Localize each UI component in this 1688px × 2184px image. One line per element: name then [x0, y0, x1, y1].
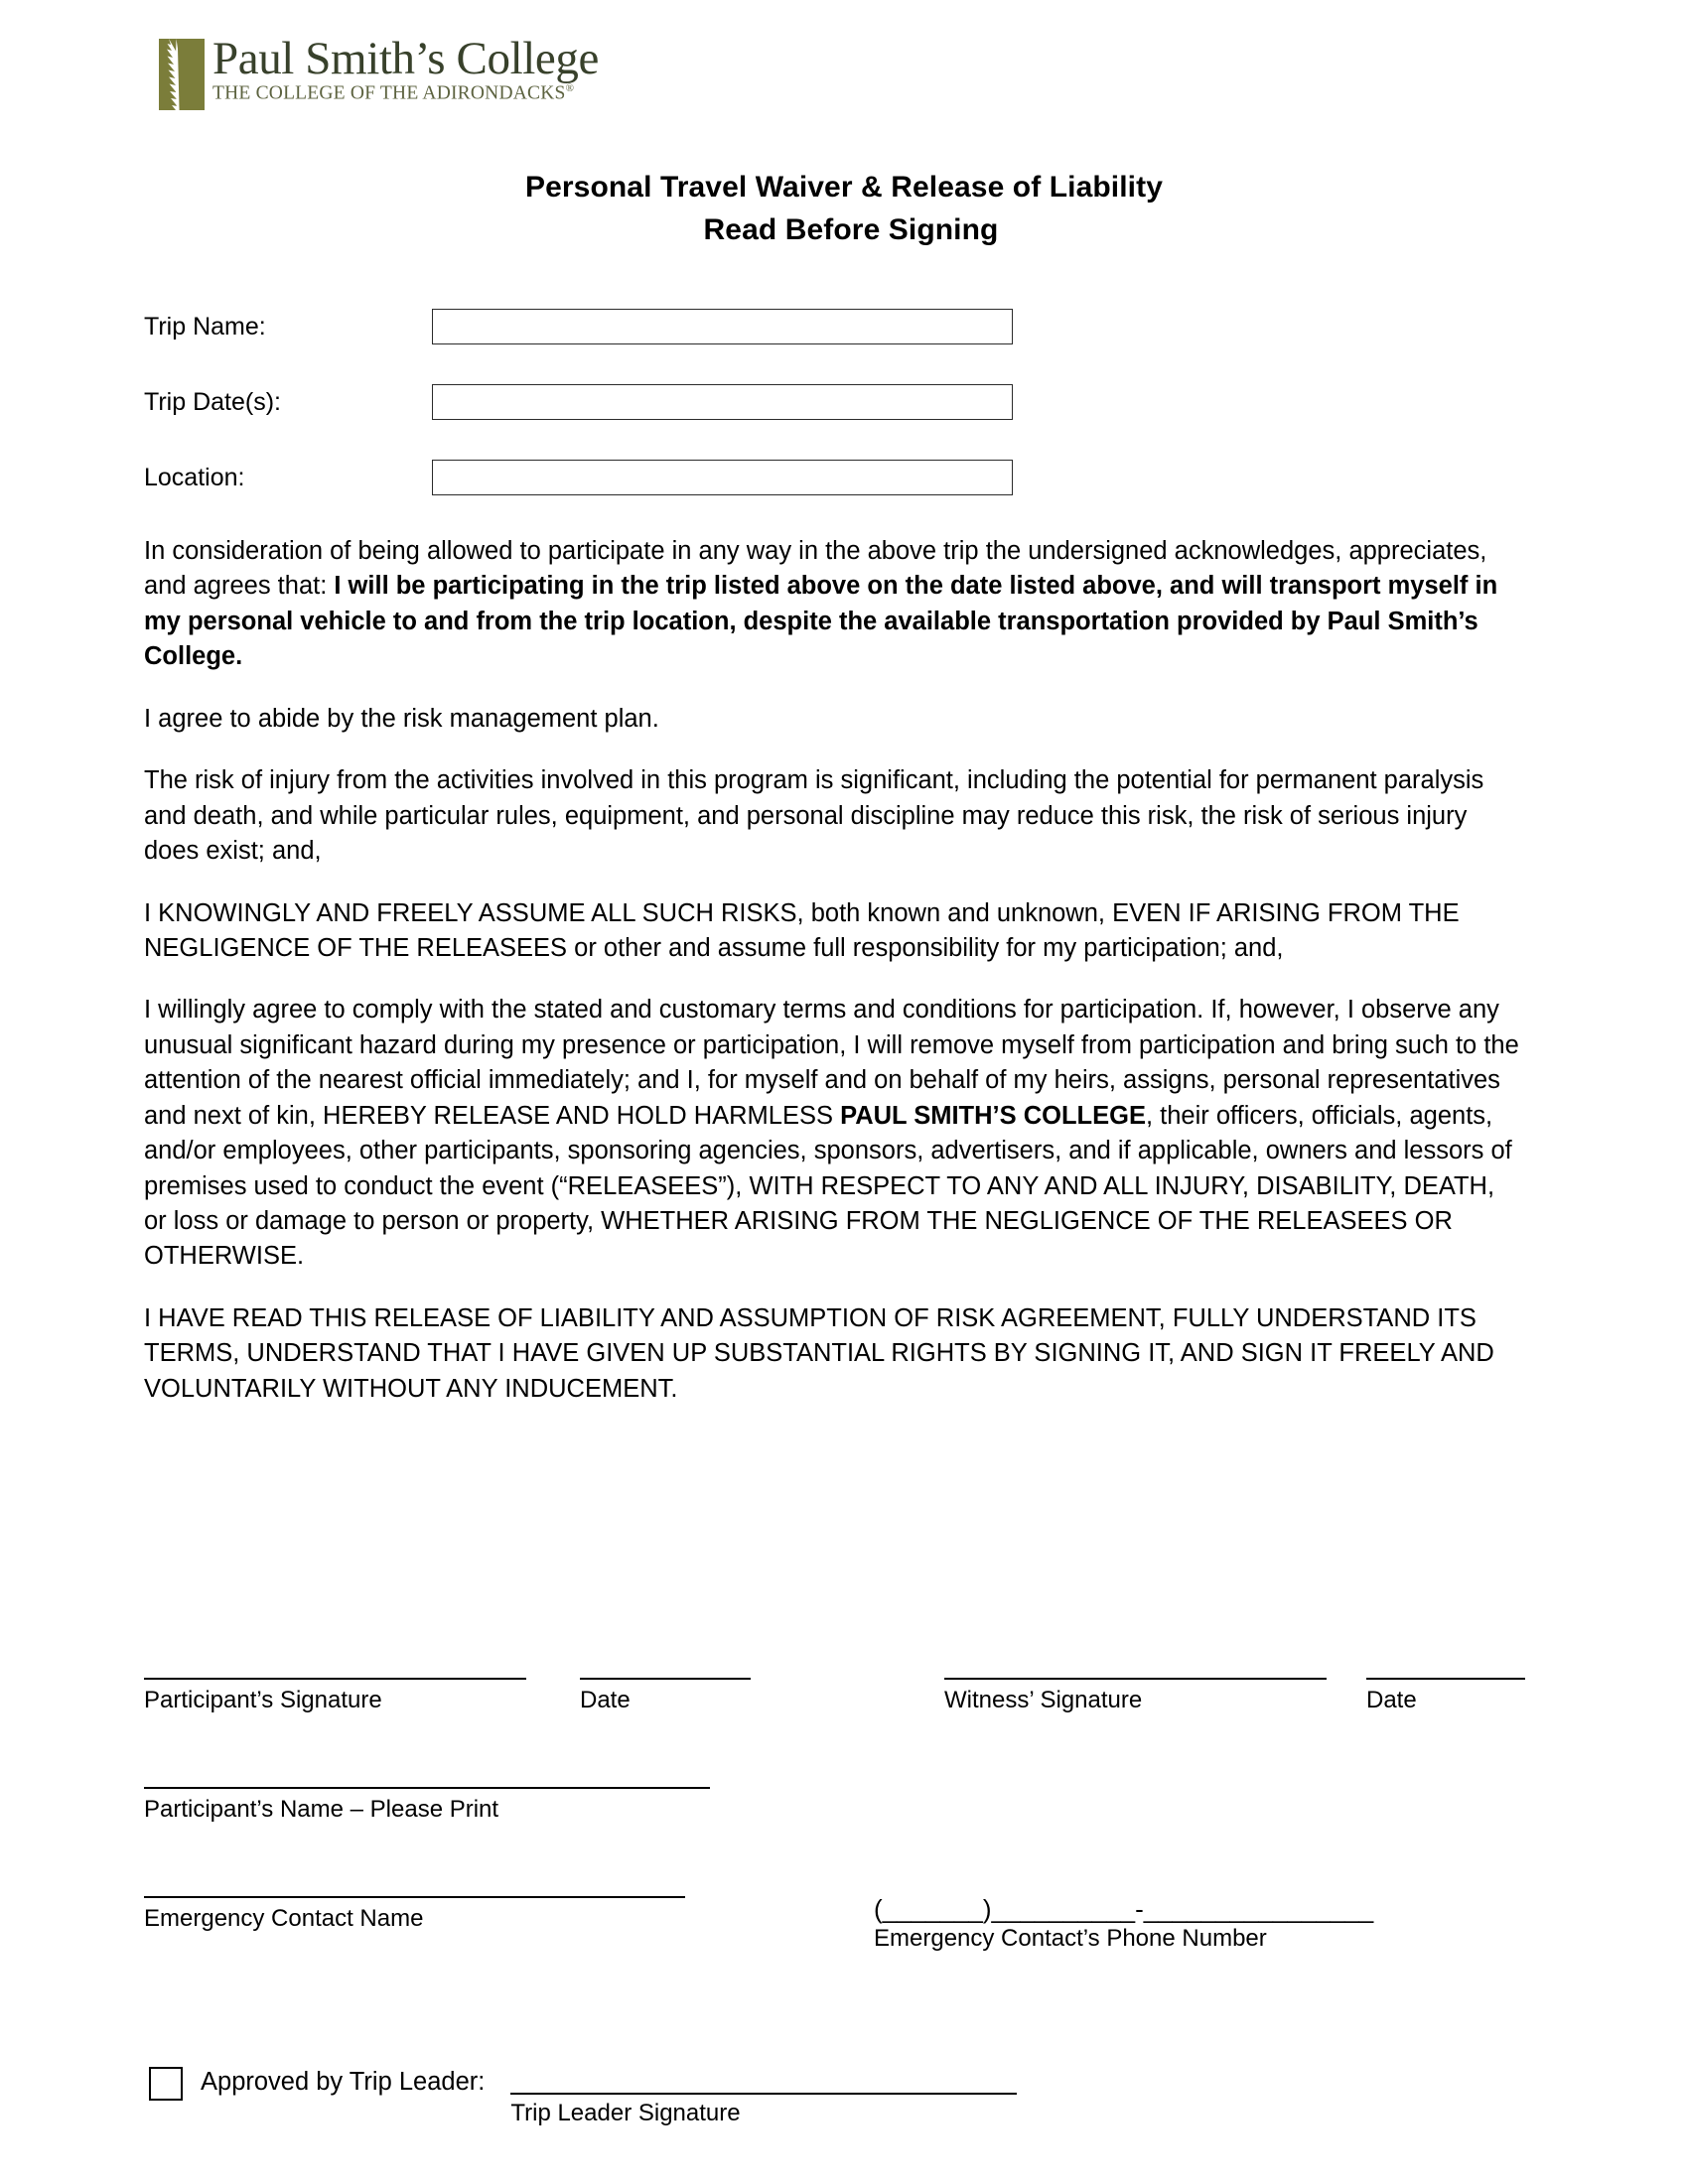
paragraph-assume-risks: I KNOWINGLY AND FREELY ASSUME ALL SUCH RISKS, both known and unknown, EVEN IF ARISING FROM THE NEGLIGENCE OF THE RELEASEES or other and assume full responsibility for my participation; and,: [144, 898, 1460, 962]
trip-leader-signature-caption: Trip Leader Signature: [510, 2100, 741, 2126]
witness-signature-field[interactable]: [944, 1678, 1327, 1715]
trip-leader-signature-field[interactable]: [510, 2063, 1017, 2127]
page-title: [0, 167, 1688, 251]
emergency-phone-mask[interactable]: (_______)__________-________________: [874, 1894, 1374, 1924]
participant-signature-field[interactable]: [144, 1678, 526, 1715]
participant-date-line[interactable]: [580, 1678, 751, 1680]
signature-row-primary: [144, 1678, 1554, 1715]
trip-dates-label: Trip Date(s):: [144, 387, 281, 416]
field-row-trip-dates: [144, 373, 1137, 431]
witness-date-line[interactable]: [1366, 1678, 1525, 1680]
emergency-contact-phone-field[interactable]: [874, 1896, 1395, 1954]
trip-leader-signature-line[interactable]: [510, 2093, 1017, 2095]
participant-signature-caption: Participant’s Signature: [144, 1687, 382, 1713]
trip-name-input[interactable]: [432, 309, 1013, 344]
college-logo: [159, 33, 599, 110]
participant-print-name-field[interactable]: [144, 1787, 710, 1825]
approved-by-trip-leader-label: Approved by Trip Leader:: [201, 2068, 486, 2096]
trip-dates-input[interactable]: [432, 384, 1013, 420]
paragraph-consideration: [144, 534, 1519, 675]
witness-date-caption: Date: [1366, 1687, 1417, 1713]
trip-name-label: Trip Name:: [144, 312, 266, 341]
trip-info-form: [144, 298, 1137, 524]
approved-by-trip-leader-checkbox[interactable]: [149, 2067, 183, 2101]
waiver-body: [144, 534, 1519, 1407]
logo-tagline: THE COLLEGE OF THE ADIRONDACKS®: [212, 82, 575, 104]
registered-trademark-symbol: ®: [565, 82, 575, 94]
emergency-contact-name-field[interactable]: [144, 1896, 685, 1954]
trip-leader-approval: [149, 2063, 1017, 2127]
emergency-contact-phone-caption: Emergency Contact’s Phone Number: [874, 1925, 1267, 1952]
participant-print-name-line[interactable]: [144, 1787, 710, 1789]
location-label: Location:: [144, 463, 245, 491]
witness-signature-caption: Witness’ Signature: [944, 1687, 1143, 1713]
signature-area: [144, 1678, 1554, 1954]
emergency-contact-row: [144, 1896, 1554, 1954]
logo-college-name: Paul Smith’s College: [212, 33, 599, 84]
paragraph-release: [144, 993, 1519, 1275]
location-input[interactable]: [432, 460, 1013, 495]
witness-date-field[interactable]: [1366, 1678, 1525, 1715]
field-row-location: [144, 449, 1137, 506]
emergency-contact-name-caption: Emergency Contact Name: [144, 1905, 424, 1932]
participant-date-field[interactable]: [580, 1678, 751, 1715]
title-line-2: Read Before Signing: [703, 212, 999, 246]
participant-print-name-caption: Participant’s Name – Please Print: [144, 1796, 499, 1823]
paragraph-risk-plan: I agree to abide by the risk management plan.: [144, 704, 659, 733]
field-row-trip-name: [144, 298, 1137, 355]
participant-signature-line[interactable]: [144, 1678, 526, 1680]
paragraph-risk-of-injury: The risk of injury from the activities involved in this program is significant, including the potential for permanent paralysis and death, and while particular rules, equipment, and personal discipline may reduce this risk, the risk of serious injury does exist; and,: [144, 766, 1484, 866]
emergency-contact-name-line[interactable]: [144, 1896, 685, 1898]
title-line-1: Personal Travel Waiver & Release of Liability: [525, 171, 1163, 204]
witness-signature-line[interactable]: [944, 1678, 1327, 1680]
consideration-normal-text: In consideration of being allowed to participate in any way in the above trip the undersigned acknowledges, appreciates, and agrees that:: [144, 537, 1487, 601]
participant-date-caption: Date: [580, 1687, 631, 1713]
paragraph-acknowledgement: I HAVE READ THIS RELEASE OF LIABILITY AND ASSUMPTION OF RISK AGREEMENT, FULLY UNDERSTAND ITS TERMS, UNDERSTAND THAT I HAVE GIVEN UP SUBSTANTIAL RIGHTS BY SIGNING IT, AND SIGN IT FREELY AND VOLUNTARILY WITHOUT ANY INDUCEMENT.: [144, 1303, 1494, 1403]
print-name-row: [144, 1787, 1554, 1825]
release-college-name: PAUL SMITH’S COLLEGE: [840, 1101, 1146, 1130]
release-text-part-2: , their officers, officials, agents, and/or employees, other participants, sponsoring agencies, sponsors, advertisers, and if applicable, owners and lessors of premises used to conduct the event (“RELEASEES”), WITH RESPECT TO ANY AND ALL INJURY, DISABILITY, DEATH, or loss or damage to person or property, WHETHER ARISING FROM THE NEGLIGENCE OF THE RELEASEES OR OTHERWISE.: [144, 1101, 1512, 1271]
release-text-part-1: I willingly agree to comply with the stated and customary terms and conditions for participation. If, however, I observe any unusual significant hazard during my presence or participation, I will remove myself from participation and bring such to the attention of the nearest official immediately; and I, for myself and on behalf of my heirs, assigns, personal representatives and next of kin, HEREBY RELEASE AND HOLD HARMLESS: [144, 996, 1519, 1130]
consideration-bold-text: I will be participating in the trip listed above on the date listed above, and will transport myself in my personal vehicle to and from the trip location, despite the available transportation provided by Paul Smith’s College.: [144, 572, 1498, 671]
pine-tree-icon: [159, 39, 205, 110]
